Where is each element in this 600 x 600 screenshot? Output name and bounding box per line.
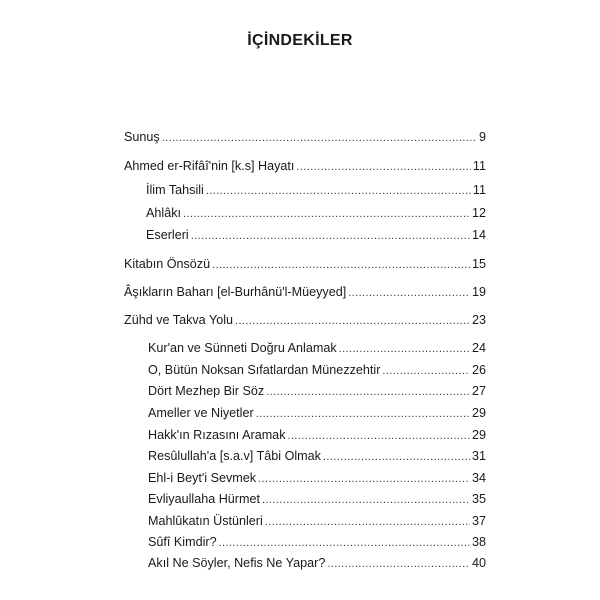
- toc-entry-page: 27: [471, 384, 486, 398]
- toc-entry[interactable]: [148, 449, 486, 465]
- leader-dots: [265, 515, 470, 530]
- toc-entry[interactable]: [124, 285, 486, 301]
- toc-entry[interactable]: [146, 228, 486, 244]
- leader-dots: [219, 536, 470, 551]
- leader-dots: [235, 314, 470, 329]
- toc-entry-page: 35: [471, 492, 486, 506]
- toc-entry[interactable]: [148, 428, 486, 444]
- toc-entry-title: İlim Tahsili: [146, 183, 204, 197]
- leader-dots: [258, 472, 470, 487]
- toc-entry[interactable]: [124, 313, 486, 329]
- toc-entry-title: Ahmed er-Rifâî'nin [k.s] Hayatı: [124, 159, 295, 173]
- page-title: İÇİNDEKİLER: [247, 32, 353, 49]
- toc-entry-page: 23: [471, 313, 486, 327]
- toc-entry-title: Kur'an ve Sünneti Doğru Anlamak: [148, 341, 337, 355]
- leader-dots: [382, 364, 470, 379]
- toc-entry-title: Zühd ve Takva Yolu: [124, 313, 233, 327]
- leader-dots: [183, 207, 470, 222]
- leader-dots: [339, 342, 470, 357]
- toc-entry-page: 38: [471, 535, 486, 549]
- toc-entry-page: 11: [472, 183, 486, 197]
- toc-entry-title: Evliyaullaha Hürmet: [148, 492, 260, 506]
- toc-entry-page: 37: [471, 514, 486, 528]
- toc-entry-title: Dört Mezhep Bir Söz: [148, 384, 265, 398]
- toc-entry-title: Sûfî Kimdir?: [148, 535, 217, 549]
- toc-entry-page: 34: [471, 471, 486, 485]
- toc-entry-title: Akıl Ne Söyler, Nefis Ne Yapar?: [148, 556, 326, 570]
- toc-entry-title: Ahlâkı: [146, 206, 182, 220]
- toc-entry[interactable]: [148, 514, 486, 530]
- toc-entry-page: 12: [471, 206, 486, 220]
- toc-entry-page: 24: [471, 341, 486, 355]
- toc-entry[interactable]: [148, 471, 486, 487]
- toc-entry-title: Kitabın Önsözü: [124, 257, 211, 271]
- leader-dots: [262, 493, 470, 508]
- leader-dots: [191, 229, 470, 244]
- toc-entry[interactable]: [124, 257, 486, 273]
- leader-dots: [348, 286, 470, 301]
- toc-entry-page: 29: [471, 428, 486, 442]
- toc-entry[interactable]: [124, 130, 486, 146]
- toc-entry-page: 14: [471, 228, 486, 242]
- leader-dots: [296, 160, 471, 175]
- toc-entry-title: Resûlullah'a [s.a.v] Tâbi Olmak: [148, 449, 321, 463]
- leader-dots: [206, 184, 471, 199]
- leader-dots: [323, 450, 470, 465]
- toc-entry[interactable]: [146, 206, 486, 222]
- leader-dots: [212, 258, 470, 273]
- toc-entry-page: 19: [471, 285, 486, 299]
- toc-entry-page: 15: [471, 257, 486, 271]
- toc-entry-page: 26: [471, 363, 486, 377]
- toc-entry-title: O, Bütün Noksan Sıfatlardan Münezzehtir: [148, 363, 381, 377]
- toc-entry[interactable]: [148, 556, 486, 572]
- toc-entry-page: 29: [471, 406, 486, 420]
- toc-entry[interactable]: [148, 406, 486, 422]
- toc-entry-title: Eserleri: [146, 228, 189, 242]
- toc-entry-title: Sunuş: [124, 130, 160, 144]
- toc-entry-title: Ehl-i Beyt'i Sevmek: [148, 471, 257, 485]
- toc-entry-page: 11: [472, 159, 486, 173]
- toc-entry[interactable]: [148, 384, 486, 400]
- toc-entry-page: 31: [471, 449, 486, 463]
- toc-entry-title: Ameller ve Niyetler: [148, 406, 254, 420]
- toc-entry-title: Hakk'ın Rızasını Aramak: [148, 428, 286, 442]
- toc-entry-page: 9: [478, 130, 486, 144]
- leader-dots: [288, 429, 470, 444]
- toc-entry-title: Âşıkların Baharı [el-Burhânü'l-Müeyyed]: [124, 285, 347, 299]
- leader-dots: [256, 407, 470, 422]
- leader-dots: [162, 131, 477, 146]
- toc-entry[interactable]: [148, 535, 486, 551]
- toc-entry-title: Mahlûkatın Üstünleri: [148, 514, 263, 528]
- toc-entry[interactable]: [148, 341, 486, 357]
- toc-entry[interactable]: [124, 159, 486, 175]
- toc-entry[interactable]: [148, 363, 486, 379]
- toc-entry-page: 40: [471, 556, 486, 570]
- leader-dots: [327, 557, 470, 572]
- toc-entry[interactable]: [148, 492, 486, 508]
- toc-entry[interactable]: [146, 183, 486, 199]
- leader-dots: [266, 385, 470, 400]
